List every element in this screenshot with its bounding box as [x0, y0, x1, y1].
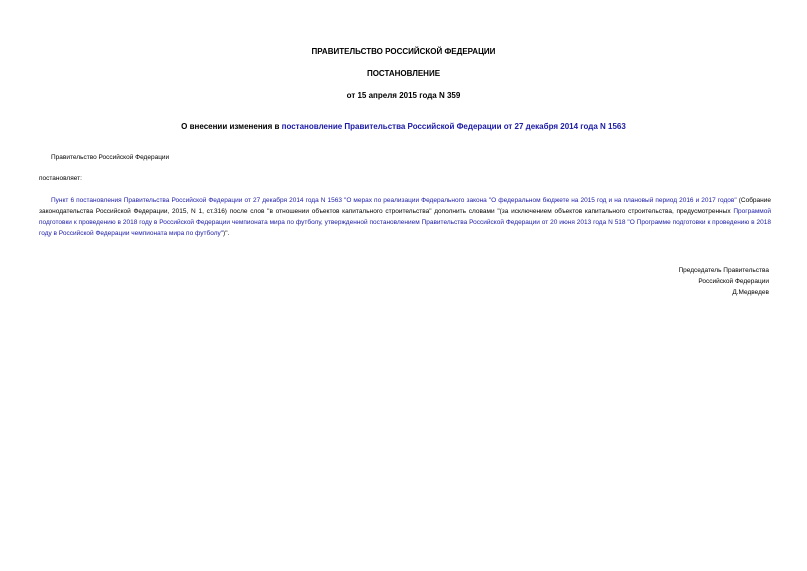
intro-paragraph: Правительство Российской Федерации [51, 154, 170, 161]
main-paragraph [39, 195, 771, 239]
signature-title: Председатель Правительства [678, 267, 769, 274]
issuing-authority: ПРАВИТЕЛЬСТВО РОССИЙСКОЙ ФЕДЕРАЦИИ [311, 47, 496, 56]
subject-prefix: О внесении изменения в [181, 122, 282, 131]
document-type: ПОСТАНОВЛЕНИЕ [366, 69, 441, 78]
subject-link[interactable]: постановление Правительства Российской Федерации от 27 декабря 2014 года N 1563 [281, 122, 626, 131]
decides-paragraph: постановляет: [39, 175, 82, 182]
signature-name: Д.Медведев [732, 289, 769, 296]
main-text-1: (Собрание законодательства Российской Федерации, 2015, N 1, ст.316) после слов "в отношении объектов капитального строительства" дополнить словами "(за исключением объектов капитального строительства, предусмотренных [39, 197, 771, 215]
worldcup-program-link[interactable]: Программой подготовки к проведению в 2018 году в Российской Федерации чемпионата мира по футболу, утвержденной постановлением Правительства Российской Федерации от 20 июня 2013 года N 518 "О Программе подготовки к проведению в 2018 году в Российской Федерации чемпионата мира по футболу" [39, 208, 771, 237]
main-text-2: )". [223, 230, 230, 237]
document-subject [0, 122, 807, 131]
document-date-number: от 15 апреля 2015 года N 359 [346, 91, 461, 100]
resolution-1563-link[interactable]: Пункт 6 постановления Правительства Российской Федерации от 27 декабря 2014 года N 1563 "О мерах по реализации Федерального закона "О федеральном бюджете на 2015 год и на плановый период 2016 и 2017 годов" [51, 197, 737, 204]
signature-country: Российской Федерации [698, 278, 769, 285]
